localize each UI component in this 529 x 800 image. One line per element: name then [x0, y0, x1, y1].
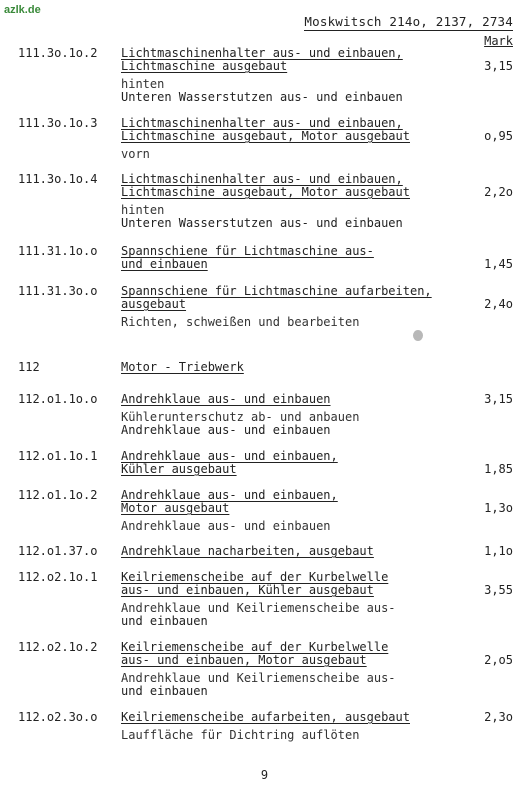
- price-value: 2,2o: [484, 185, 513, 199]
- operation-title-line: Spannschiene für Lichtmaschine aufarbeiten,: [121, 284, 432, 298]
- operation-note: hinten: [121, 77, 165, 91]
- operation-note: vorn: [121, 147, 150, 161]
- operation-code: 111.3o.1o.3: [18, 116, 98, 130]
- operation-note: Richten, schweißen und bearbeiten: [121, 315, 360, 329]
- operation-description: [121, 711, 461, 742]
- operation-description: [121, 393, 461, 437]
- operation-title-line: Andrehklaue aus- und einbauen,: [121, 488, 338, 502]
- operation-description: [121, 117, 461, 161]
- operation-description: [121, 47, 461, 104]
- operation-title-line: Andrehklaue aus- und einbauen,: [121, 449, 338, 463]
- price-value: 2,4o: [484, 297, 513, 311]
- operation-description: [121, 571, 461, 628]
- price-column-label: Mark: [484, 34, 513, 48]
- operation-description: [121, 545, 461, 558]
- operation-title-line: Kühler ausgebaut: [121, 462, 237, 476]
- price-value: 1,1o: [484, 544, 513, 558]
- operation-title-line: Lichtmaschine ausgebaut, Motor ausgebaut: [121, 129, 410, 143]
- operation-code: 111.31.3o.o: [18, 284, 98, 298]
- operation-title-line: Keilriemenscheibe auf der Kurbelwelle: [121, 640, 389, 654]
- operation-title-line: Andrehklaue nacharbeiten, ausgebaut: [121, 544, 374, 558]
- operation-note: Andrehklaue aus- und einbauen: [121, 423, 331, 437]
- operation-title-line: Lichtmaschine ausgebaut, Motor ausgebaut: [121, 185, 410, 199]
- price-value: 2,3o: [484, 710, 513, 724]
- operation-note: Andrehklaue und Keilriemenscheibe aus-: [121, 601, 396, 615]
- price-value: o,95: [484, 129, 513, 143]
- header-title: Moskwitsch 214o, 2137, 2734: [304, 14, 513, 29]
- operation-note: hinten: [121, 203, 165, 217]
- operation-code: 111.31.1o.o: [18, 244, 98, 258]
- operation-title-line: Spannschiene für Lichtmaschine aus-: [121, 244, 374, 258]
- operation-code: 111.3o.1o.2: [18, 46, 98, 60]
- operation-code: 112.o1.1o.2: [18, 488, 98, 502]
- operation-note: Unteren Wasserstutzen aus- und einbauen: [121, 90, 403, 104]
- operation-title-line: aus- und einbauen, Kühler ausgebaut: [121, 583, 374, 597]
- operation-note: Kühlerunterschutz ab- und anbauen: [121, 410, 360, 424]
- price-value: 1,85: [484, 462, 513, 476]
- operation-title-line: Lichtmaschine ausgebaut: [121, 59, 288, 73]
- operation-title-line: Lichtmaschinenhalter aus- und einbauen,: [121, 116, 403, 130]
- operation-code: 112.o2.1o.1: [18, 570, 98, 584]
- operation-note: Andrehklaue aus- und einbauen: [121, 519, 331, 533]
- operation-note: und einbauen: [121, 684, 208, 698]
- operation-code: 112: [18, 360, 40, 374]
- operation-note: und einbauen: [121, 614, 208, 628]
- operation-description: [121, 173, 461, 230]
- operation-title-line: Lichtmaschinenhalter aus- und einbauen,: [121, 46, 403, 60]
- operation-description: [121, 489, 461, 533]
- operation-code: 111.3o.1o.4: [18, 172, 98, 186]
- price-value: 2,o5: [484, 653, 513, 667]
- page-number: 9: [260, 768, 269, 782]
- operation-title-line: Keilriemenscheibe auf der Kurbelwelle: [121, 570, 389, 584]
- stamp-mark: [413, 330, 423, 341]
- operation-code: 112.o1.1o.o: [18, 392, 98, 406]
- operation-title-line: Keilriemenscheibe aufarbeiten, ausgebaut: [121, 710, 410, 724]
- operation-note: Andrehklaue und Keilriemenscheibe aus-: [121, 671, 396, 685]
- operation-title-line: ausgebaut: [121, 297, 187, 311]
- operation-description: [121, 641, 461, 698]
- operation-description: [121, 285, 461, 329]
- operation-code: 112.o1.37.o: [18, 544, 98, 558]
- operation-note: Unteren Wasserstutzen aus- und einbauen: [121, 216, 403, 230]
- operation-title-line: Motor ausgebaut: [121, 501, 230, 515]
- operation-description: [121, 245, 461, 271]
- price-value: 3,15: [484, 59, 513, 73]
- operation-note: Lauffläche für Dichtring auflöten: [121, 728, 360, 742]
- price-value: 3,15: [484, 392, 513, 406]
- operation-code: 112.o2.1o.2: [18, 640, 98, 654]
- operation-title-line: Lichtmaschinenhalter aus- und einbauen,: [121, 172, 403, 186]
- operation-code: 112.o1.1o.1: [18, 449, 98, 463]
- price-value: 1,3o: [484, 501, 513, 515]
- operation-code: 112.o2.3o.o: [18, 710, 98, 724]
- price-value: 3,55: [484, 583, 513, 597]
- price-value: 1,45: [484, 257, 513, 271]
- document-header: [304, 14, 513, 29]
- operation-title-line: Motor - Triebwerk: [121, 360, 244, 374]
- operation-title-line: Andrehklaue aus- und einbauen: [121, 392, 331, 406]
- operation-title-line: und einbauen: [121, 257, 208, 271]
- operation-description: [121, 361, 461, 374]
- watermark: azlk.de: [4, 4, 41, 16]
- operation-description: [121, 450, 461, 476]
- operation-title-line: aus- und einbauen, Motor ausgebaut: [121, 653, 367, 667]
